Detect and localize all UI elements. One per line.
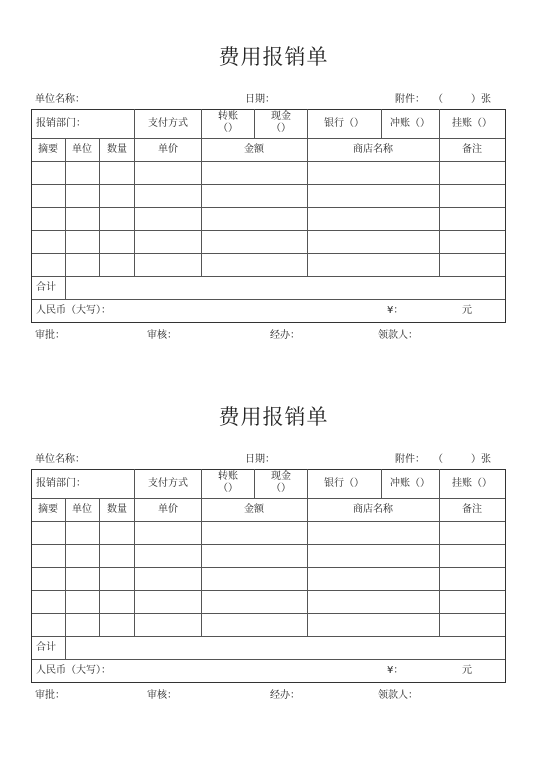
total-label: 合计	[36, 642, 56, 653]
date-label: 日期：	[245, 454, 275, 465]
cash-label: 现金	[271, 111, 291, 122]
transfer-label: 转账	[218, 111, 238, 122]
yuan-label: 元	[462, 665, 472, 676]
payment-method-label: 支付方式	[148, 118, 188, 129]
transfer-option[interactable]	[218, 111, 238, 135]
total-label: 合计	[36, 282, 56, 293]
transfer-label: 转账	[218, 471, 238, 482]
cash-option[interactable]	[271, 111, 291, 135]
header-unit: 单位	[72, 144, 92, 155]
reviewer-label: 审核：	[147, 330, 177, 341]
expense-form-1	[0, 0, 547, 360]
yen-label: ¥：	[387, 665, 404, 676]
yen-label: ¥：	[387, 305, 404, 316]
handler-label: 经办：	[270, 330, 300, 341]
handler-label: 经办：	[270, 690, 300, 701]
bank-option[interactable]: 银行（）	[324, 118, 364, 129]
form-title: 费用报销单	[218, 405, 329, 429]
unit-name-label: 单位名称：	[35, 454, 85, 465]
header-remarks: 备注	[462, 144, 482, 155]
header-unit-price: 单价	[158, 144, 178, 155]
approver-label: 审批：	[35, 690, 65, 701]
receiver-label: 领款人：	[378, 330, 418, 341]
header-summary: 摘要	[38, 144, 58, 155]
transfer-option[interactable]	[218, 471, 238, 495]
approver-label: 审批：	[35, 330, 65, 341]
payment-method-label: 支付方式	[148, 478, 188, 489]
unit-name-label: 单位名称：	[35, 94, 85, 105]
header-amount: 金额	[244, 504, 264, 515]
cash-checkbox[interactable]: （）	[271, 483, 291, 494]
attachment-close: ）张	[471, 94, 491, 105]
offset-option[interactable]: 冲账（）	[390, 478, 430, 489]
header-shop-name: 商店名称	[353, 144, 393, 155]
offset-option[interactable]: 冲账（）	[390, 118, 430, 129]
header-amount: 金额	[244, 144, 264, 155]
header-unit: 单位	[72, 504, 92, 515]
rmb-uppercase-label: 人民币（大写）：	[36, 665, 111, 676]
form-title: 费用报销单	[218, 45, 329, 69]
dept-label: 报销部门：	[36, 118, 86, 129]
rmb-uppercase-label: 人民币（大写）：	[36, 305, 111, 316]
pending-option[interactable]: 挂账（）	[452, 118, 492, 129]
date-label: 日期：	[245, 94, 275, 105]
dept-label: 报销部门：	[36, 478, 86, 489]
reviewer-label: 审核：	[147, 690, 177, 701]
pending-option[interactable]: 挂账（）	[452, 478, 492, 489]
cash-checkbox[interactable]: （）	[271, 123, 291, 134]
transfer-checkbox[interactable]: （）	[218, 483, 238, 494]
cash-label: 现金	[271, 471, 291, 482]
receiver-label: 领款人：	[378, 690, 418, 701]
attachment-label: 附件：	[395, 94, 425, 105]
expense-form-2	[0, 360, 547, 720]
transfer-checkbox[interactable]: （）	[218, 123, 238, 134]
attachment-close: ）张	[471, 454, 491, 465]
attachment-label: 附件：	[395, 454, 425, 465]
attachment-open: （	[433, 454, 443, 465]
cash-option[interactable]	[271, 471, 291, 495]
attachment-open: （	[433, 94, 443, 105]
header-unit-price: 单价	[158, 504, 178, 515]
header-shop-name: 商店名称	[353, 504, 393, 515]
yuan-label: 元	[462, 305, 472, 316]
bank-option[interactable]: 银行（）	[324, 478, 364, 489]
header-quantity: 数量	[107, 144, 127, 155]
header-quantity: 数量	[107, 504, 127, 515]
header-summary: 摘要	[38, 504, 58, 515]
header-remarks: 备注	[462, 504, 482, 515]
